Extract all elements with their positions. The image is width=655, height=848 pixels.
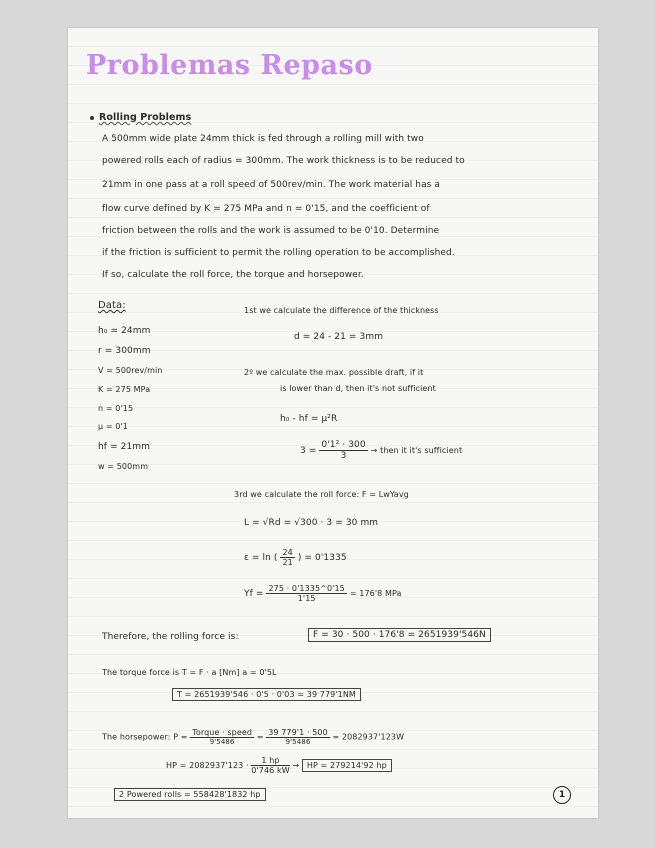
- yf-fraction: [266, 584, 346, 603]
- power-result: = 2082937'123W: [332, 732, 405, 742]
- torque-text: The torque force is T = F · a [Nm] a = 0'5L: [102, 668, 277, 677]
- step2-lhs: 3 =: [300, 446, 317, 456]
- page-title: Problemas Repaso: [86, 50, 373, 81]
- force-result-box: F = 30 · 500 · 176'8 = 2651939'546N: [308, 628, 491, 642]
- power-fraction-1: [190, 728, 254, 746]
- data-item: K = 275 MPa: [98, 385, 151, 394]
- power-numerator-2: 39 779'1 · 500: [268, 728, 328, 737]
- yf-suffix: = 176'8 MPa: [349, 589, 402, 598]
- hp-result-box: HP = 279214'92 hp: [302, 759, 392, 772]
- hp-fraction: [251, 756, 289, 775]
- epsilon-numerator: 24: [282, 548, 293, 557]
- data-item: hf = 21mm: [98, 442, 151, 452]
- epsilon-denominator: 21: [282, 558, 293, 567]
- page-number: 1: [553, 786, 571, 804]
- data-item: r = 300mm: [98, 346, 151, 356]
- data-item: V = 500rev/min: [98, 366, 163, 375]
- problem-line-2: powered rolls each of radius = 300mm. The work thickness is to be reduced to: [102, 156, 465, 166]
- notebook-page: [68, 28, 598, 818]
- hp-denominator: 0'746 kW: [251, 766, 290, 775]
- epsilon-prefix: ε = ln (: [244, 553, 278, 563]
- yf-prefix: Yf =: [244, 589, 264, 599]
- problem-line-7: If so, calculate the roll force, the torque and horsepower.: [102, 270, 364, 280]
- step1-text: 1st we calculate the difference of the thickness: [244, 306, 439, 315]
- epsilon-suffix: ) = 0'1335: [297, 553, 347, 563]
- section-heading: [90, 112, 191, 123]
- step2-line1: 2º we calculate the max. possible draft, if it: [244, 368, 424, 377]
- data-item: μ = 0'1: [98, 422, 128, 431]
- problem-line-3: 21mm in one pass at a roll speed of 500rev/min. The work material has a: [102, 180, 441, 190]
- step1-equation: d = 24 - 21 = 3mm: [294, 332, 384, 342]
- arrow-icon: →: [292, 761, 300, 770]
- problem-line-6: if the friction is sufficient to permit the rolling operation to be accomplished.: [102, 248, 455, 258]
- hp-line: [166, 756, 392, 775]
- data-item: n = 0'15: [98, 404, 134, 413]
- step2-conclusion: → then it it's sufficient: [370, 446, 463, 455]
- torque-result-box: T = 2651939'546 · 0'5 · 0'03 = 39 779'1NM: [172, 688, 361, 701]
- step2-line2: is lower than d, then it's not sufficient: [280, 384, 436, 393]
- data-label: Data:: [98, 300, 126, 311]
- power-equals: =: [256, 732, 264, 742]
- power-numerator-1: Torque · speed: [192, 728, 253, 737]
- problem-line-5: friction between the rolls and the work is assumed to be 0'10. Determine: [102, 226, 440, 236]
- hp-prefix: HP = 2082937'123 ·: [166, 761, 249, 770]
- step3-L: L = √Rd = √300 · 3 = 30 mm: [244, 518, 379, 528]
- yf-numerator: 275 · 0'1335^0'15: [268, 584, 345, 593]
- step3-text: 3rd we calculate the roll force: F = LwYavg: [234, 490, 409, 499]
- step2-numerator: 0'1² · 300: [321, 440, 366, 450]
- step3-epsilon: [244, 548, 347, 567]
- bullet-icon: [90, 116, 94, 120]
- step2-equation: h₀ - hf = μ²R: [280, 414, 338, 424]
- power-denominator-2: 9'5486: [285, 738, 311, 746]
- step3-yf: [244, 584, 402, 603]
- power-line: [102, 728, 404, 746]
- force-text: Therefore, the rolling force is:: [102, 632, 239, 642]
- step2-denominator: 3: [340, 451, 347, 461]
- epsilon-fraction: [280, 548, 294, 567]
- power-fraction-2: [266, 728, 330, 746]
- hp-numerator: 1 hp: [251, 756, 289, 766]
- power-prefix: The horsepower: P =: [102, 732, 188, 742]
- data-item: w = 500mm: [98, 462, 149, 471]
- step2-fraction: [319, 440, 367, 461]
- step2-calc: [300, 440, 462, 461]
- power-denominator-1: 9'5486: [209, 738, 235, 746]
- data-item: h₀ = 24mm: [98, 326, 151, 336]
- problem-line-1: A 500mm wide plate 24mm thick is fed through a rolling mill with two: [102, 134, 424, 144]
- yf-denominator: 1'15: [297, 594, 316, 603]
- section-label: Rolling Problems: [99, 112, 192, 123]
- final-result-box: 2 Powered rolls = 558428'1832 hp: [114, 788, 266, 801]
- problem-line-4: flow curve defined by K = 275 MPa and n = 0'15, and the coefficient of: [102, 204, 430, 214]
